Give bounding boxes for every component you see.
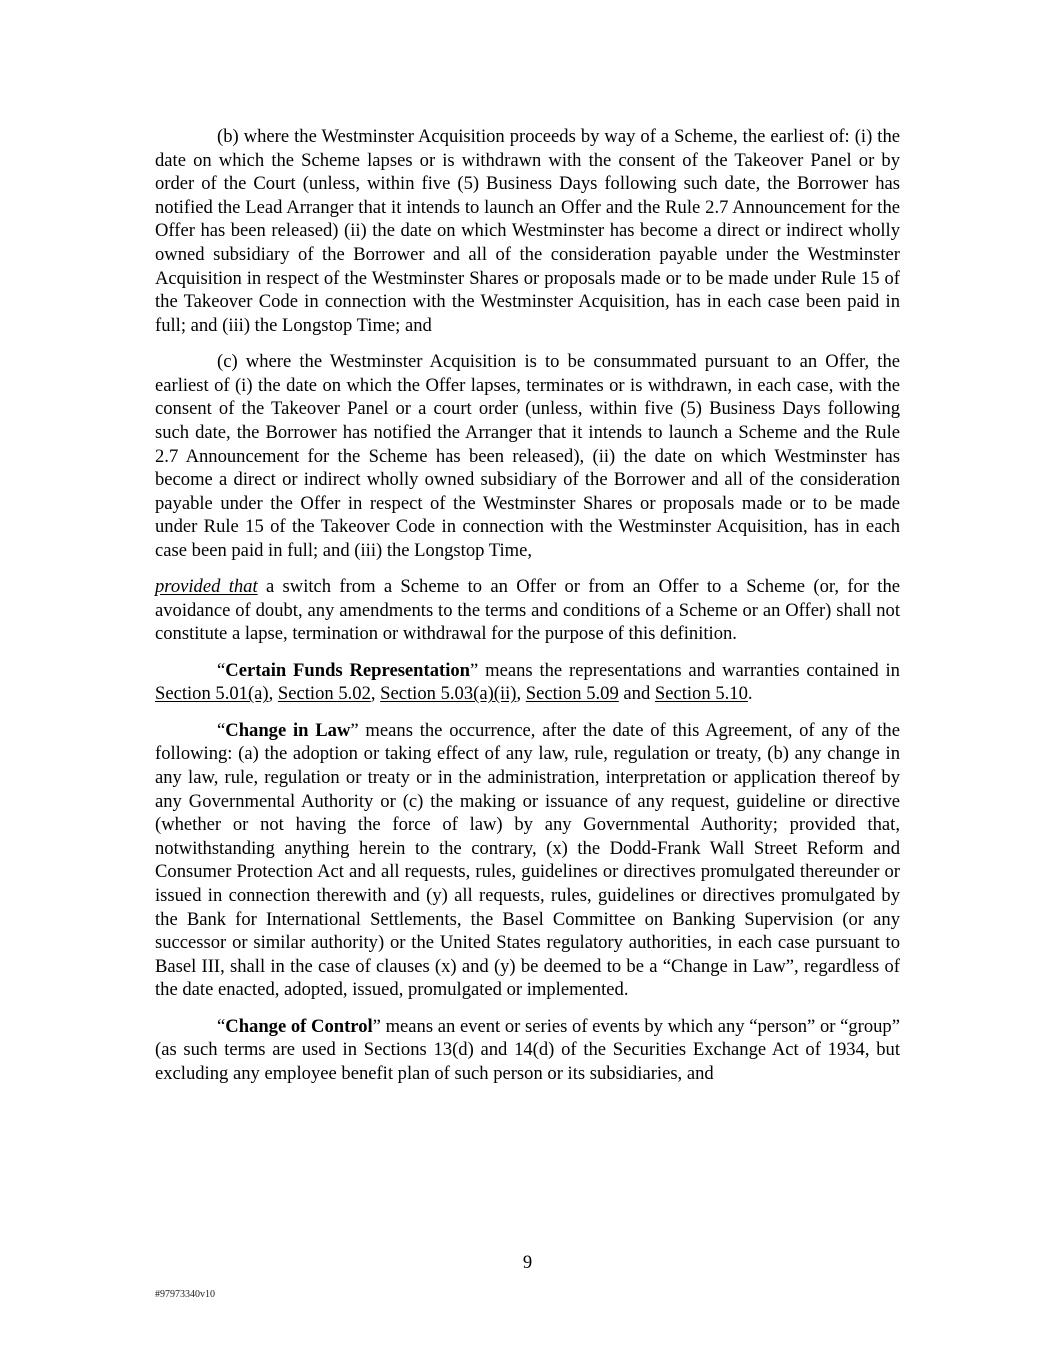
- separator: ,: [370, 683, 381, 705]
- definition-change-of-control: [155, 1015, 900, 1086]
- separator: ,: [516, 683, 526, 705]
- defined-term: Certain Funds Representation: [225, 659, 471, 681]
- definition-text: ” means an event or series of events by which any “person” or “group” (as such terms are used in Sections 13(d) and 14(d) of the Securities Exchange Act of 1934, but excluding any employee benefit plan of such person or its subsidiaries, and: [155, 1015, 900, 1084]
- document-id: #97973340v10: [155, 1289, 215, 1300]
- definition-text: ” means the occurrence, after the date of this Agreement, of any of the following: (a) the adoption or taking effect of any law, rule, regulation or treaty, (b) any change in any law, rule, regulation or treaty or in the administration, interpretation or application thereof by any Governmental Authority or (c) the making or issuance of any request, guideline or directive (whether or not having the force of law) by any Governmental Authority; provided that, notwithstanding anything herein to the contrary, (x) the Dodd-Frank Wall Street Reform and Consumer Protection Act and all requests, rules, guidelines or directives promulgated thereunder or issued in connection therewith and (y) all requests, rules, guidelines or directives promulgated by the Bank for International Settlements, the Basel Committee on Banking Supervision (or any successor or similar authority) or the United States regulatory authorities, in each case pursuant to Basel III, shall in the case of clauses (x) and (y) be deemed to be a “Change in Law”, regardless of the date enacted, adopted, issued, promulgated or implemented.: [155, 719, 900, 1001]
- page-number: 9: [522, 1252, 533, 1273]
- defined-term: Change in Law: [225, 719, 351, 741]
- proviso-lead: provided that: [155, 576, 258, 598]
- definition-change-in-law: [155, 719, 900, 1002]
- section-reference: Section 5.02: [277, 683, 371, 705]
- definition-certain-funds-representation: [155, 659, 900, 706]
- proviso-paragraph: [155, 575, 900, 646]
- section-reference: Section 5.09: [525, 683, 619, 705]
- section-reference: Section 5.01(a): [155, 683, 269, 705]
- separator: ,: [268, 683, 278, 705]
- definition-text: ” means the representations and warranties contained in: [470, 659, 900, 681]
- proviso-text: a switch from a Scheme to an Offer or from an Offer to a Scheme (or, for the avoidance of doubt, any amendments to the terms and conditions of a Scheme or an Offer) shall not constitute a lapse, termination or withdrawal for the purpose of this definition.: [155, 576, 900, 645]
- period: .: [747, 683, 753, 705]
- clause-c-paragraph: (c) where the Westminster Acquisition is to be consummated pursuant to an Offer, the earliest of (i) the date on which the Offer lapses, terminates or is withdrawn, in each case, with the consent of the Takeover Panel or a court order (unless, within five (5) Business Days following such date, the Borrower has notified the Arranger that it intends to launch a Scheme and the Rule 2.7 Announcement for the Scheme has been released), (ii) the date on which Westminster has become a direct or indirect wholly owned subsidiary of the Borrower and all of the consideration payable under the Offer in respect of the Westminster Shares or proposals made or to be made under Rule 15 of the Takeover Code in connection with the Westminster Acquisition, has in each case been paid in full; and (iii) the Longstop Time,: [155, 351, 900, 561]
- open-quote: “: [217, 659, 226, 681]
- section-reference: Section 5.10: [654, 683, 748, 705]
- open-quote: “: [217, 719, 226, 741]
- defined-term: Change of Control: [225, 1015, 373, 1037]
- document-body: [155, 125, 900, 1098]
- section-reference: Section 5.03(a)(ii): [380, 683, 517, 705]
- clause-b-paragraph: (b) where the Westminster Acquisition proceeds by way of a Scheme, the earliest of: (i) the date on which the Scheme lapses or is withdrawn with the consent of the Takeover Panel or by order of the Court (unless, within five (5) Business Days following such date, the Borrower has notified the Lead Arranger that it intends to launch an Offer and the Rule 2.7 Announcement for the Offer has been released) (ii) the date on which Westminster has become a direct or indirect wholly owned subsidiary of the Borrower and all of the consideration payable under the Westminster Acquisition in respect of the Westminster Shares or proposals made or to be made under Rule 15 of the Takeover Code in connection with the Westminster Acquisition, has in each case been paid in full; and (iii) the Longstop Time; and: [155, 126, 900, 336]
- separator: and: [618, 683, 655, 705]
- open-quote: “: [217, 1015, 226, 1037]
